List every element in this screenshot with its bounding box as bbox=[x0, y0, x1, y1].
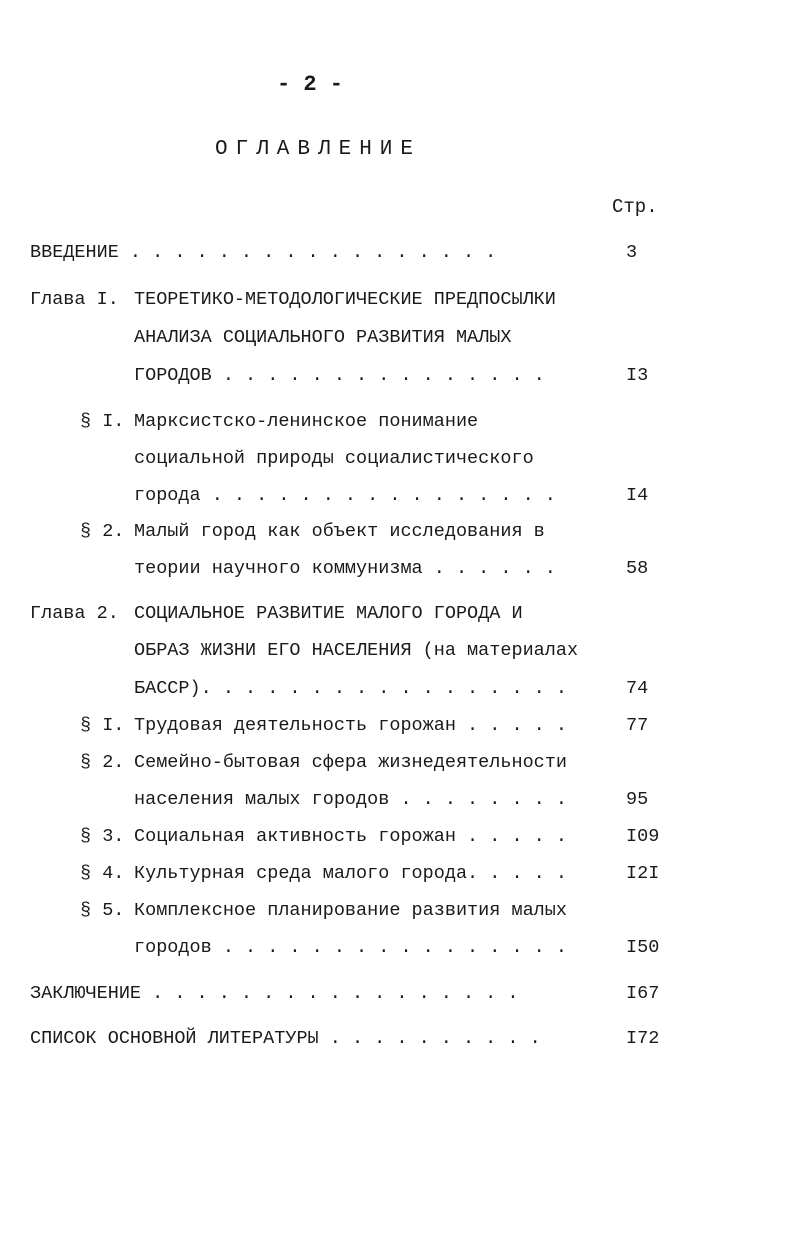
toc-entry-page: 77 bbox=[626, 715, 649, 736]
toc-entry-page: I4 bbox=[626, 485, 649, 506]
toc-entry-text: БАССР). . . . . . . . . . . . . . . . . bbox=[134, 678, 567, 699]
toc-section-label: § 2. bbox=[80, 752, 125, 773]
toc-entry-text: Малый город как объект исследования в bbox=[134, 521, 545, 542]
toc-entry-page: 95 bbox=[626, 789, 649, 810]
toc-entry-page: I67 bbox=[626, 983, 660, 1004]
toc-section-label: § 5. bbox=[80, 900, 125, 921]
toc-entry-text: ЗАКЛЮЧЕНИЕ . . . . . . . . . . . . . . . . . bbox=[30, 983, 519, 1004]
toc-entry-page: I2I bbox=[626, 863, 660, 884]
toc-chapter-label: Глава 2. bbox=[30, 603, 119, 624]
toc-entry-page: I3 bbox=[626, 365, 649, 386]
toc-section-label: § 3. bbox=[80, 826, 125, 847]
toc-entry-text: Социальная активность горожан . . . . . bbox=[134, 826, 567, 847]
toc-section-label: § I. bbox=[80, 715, 125, 736]
toc-entry-page: 74 bbox=[626, 678, 649, 699]
toc-entry-text: города . . . . . . . . . . . . . . . . bbox=[134, 485, 556, 506]
toc-entry-text: населения малых городов . . . . . . . . bbox=[134, 789, 567, 810]
toc-entry-text: Культурная среда малого города. . . . . bbox=[134, 863, 567, 884]
page-number: - 2 - bbox=[276, 72, 343, 97]
toc-heading: ОГЛАВЛЕНИЕ bbox=[214, 138, 422, 161]
toc-entry-text: ТЕОРЕТИКО-МЕТОДОЛОГИЧЕСКИЕ ПРЕДПОСЫЛКИ bbox=[134, 289, 556, 310]
toc-section-label: § 4. bbox=[80, 863, 125, 884]
toc-entry-text: Семейно-бытовая сфера жизнедеятельности bbox=[134, 752, 567, 773]
toc-entry-text: СОЦИАЛЬНОЕ РАЗВИТИЕ МАЛОГО ГОРОДА И bbox=[134, 603, 523, 624]
toc-entry-page: I72 bbox=[626, 1028, 660, 1049]
toc-entry-page: I50 bbox=[626, 937, 660, 958]
toc-entry-text: Трудовая деятельность горожан . . . . . bbox=[134, 715, 567, 736]
toc-section-label: § I. bbox=[80, 411, 125, 432]
toc-section-label: § 2. bbox=[80, 521, 125, 542]
toc-entry-text: Марксистско-ленинское понимание bbox=[134, 411, 479, 432]
toc-entry-text: ГОРОДОВ . . . . . . . . . . . . . . . bbox=[134, 365, 545, 386]
toc-entry-text: городов . . . . . . . . . . . . . . . . bbox=[134, 937, 567, 958]
toc-entry-text: Комплексное планирование развития малых bbox=[134, 900, 567, 921]
toc-chapter-label: Глава I. bbox=[30, 289, 119, 310]
toc-entry-text: ВВЕДЕНИЕ . . . . . . . . . . . . . . . . . bbox=[30, 242, 497, 263]
toc-entry-text: ОБРАЗ ЖИЗНИ ЕГО НАСЕЛЕНИЯ (на материалах bbox=[134, 640, 579, 661]
toc-entry-page: 3 bbox=[626, 242, 638, 263]
page-column-label: Стр. bbox=[612, 196, 658, 218]
toc-entry-text: социальной природы социалистического bbox=[134, 448, 534, 469]
toc-entry-text: теории научного коммунизма . . . . . . bbox=[134, 558, 556, 579]
toc-entry-text: СПИСОК ОСНОВНОЙ ЛИТЕРАТУРЫ . . . . . . . . . . bbox=[30, 1028, 541, 1049]
toc-entry-text: АНАЛИЗА СОЦИАЛЬНОГО РАЗВИТИЯ МАЛЫХ bbox=[134, 327, 512, 348]
toc-entry-page: 58 bbox=[626, 558, 649, 579]
toc-entry-page: I09 bbox=[626, 826, 660, 847]
